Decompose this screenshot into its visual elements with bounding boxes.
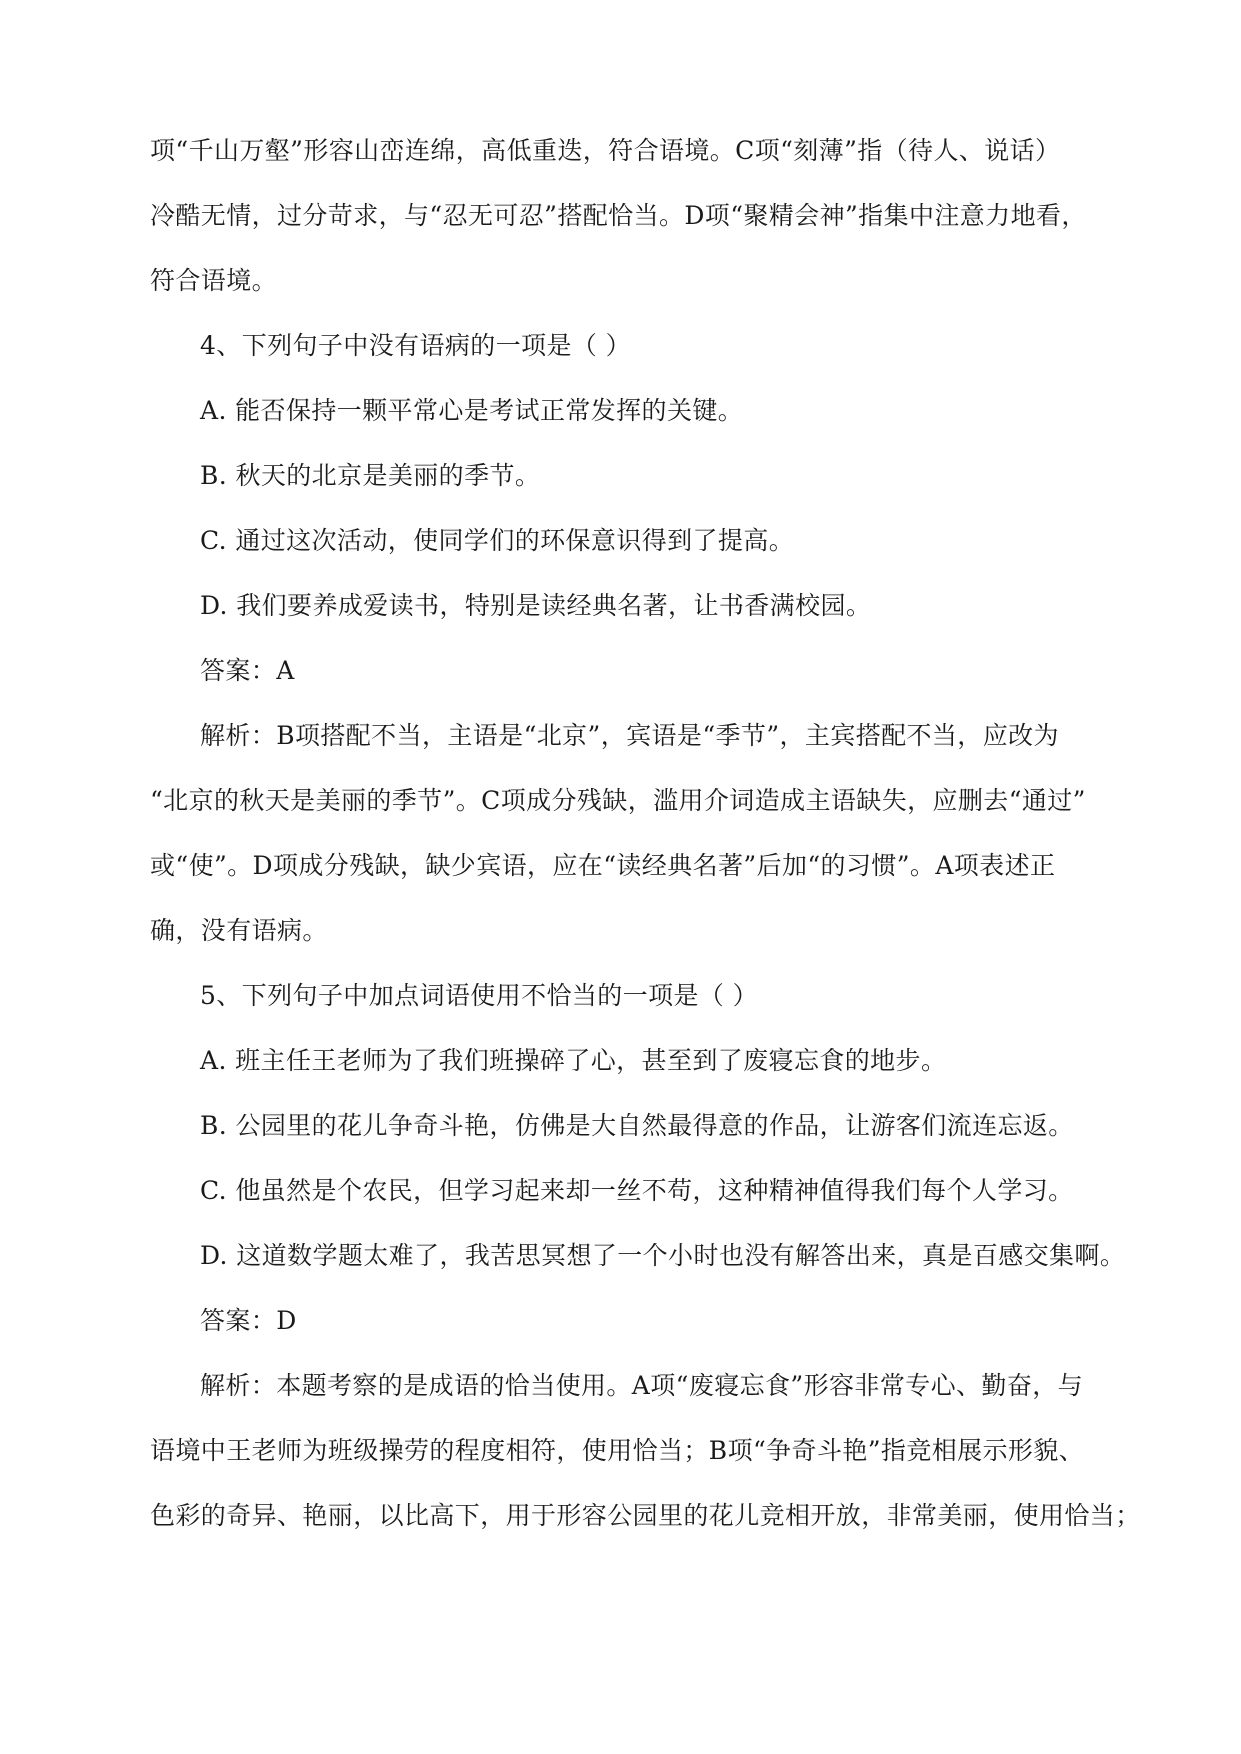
question-4-option-c: C. 通过这次活动，使同学们的环保意识得到了提高。	[200, 526, 795, 555]
question-4-option-d: D. 我们要养成爱读书，特别是读经典名著，让书香满校园。	[200, 591, 872, 620]
question-5-answer: 答案：D	[200, 1306, 297, 1335]
question-5-analysis: 色彩的奇异、艳丽，以比高下，用于形容公园里的花儿竞相开放，非常美丽，使用恰当；	[150, 1501, 1141, 1530]
question-4-answer: 答案：A	[200, 656, 295, 685]
question-4-analysis: 确，没有语病。	[150, 916, 328, 945]
question-4-analysis: 或“使”。D项成分残缺，缺少宾语，应在“读经典名著”后加“的习惯”。A项表述正	[150, 851, 1056, 880]
question-4-analysis: “北京的秋天是美丽的季节”。C项成分残缺，滥用介词造成主语缺失，应删去“通过”	[150, 786, 1086, 815]
question-5-option-d: D. 这道数学题太难了，我苦思冥想了一个小时也没有解答出来，真是百感交集啊。	[200, 1241, 1126, 1270]
paragraph-line: 项“千山万壑”形容山峦连绵，高低重迭，符合语境。C项“刻薄”指（待人、说话）	[150, 136, 1061, 165]
question-5-title: 5、下列句子中加点词语使用不恰当的一项是（ ）	[200, 981, 759, 1010]
question-5-option-a: A. 班主任王老师为了我们班操碎了心，甚至到了废寝忘食的地步。	[200, 1046, 947, 1075]
question-4-title: 4、下列句子中没有语病的一项是（ ）	[200, 331, 632, 360]
question-5-analysis: 解析：本题考察的是成语的恰当使用。A项“废寝忘食”形容非常专心、勤奋，与	[200, 1371, 1084, 1400]
question-4-analysis: 解析：B项搭配不当，主语是“北京”，宾语是“季节”，主宾搭配不当，应改为	[200, 721, 1059, 750]
question-5-analysis: 语境中王老师为班级操劳的程度相符，使用恰当；B项“争奇斗艳”指竞相展示形貌、	[150, 1436, 1085, 1465]
paragraph-line: 冷酷无情，过分苛求，与“忍无可忍”搭配恰当。D项“聚精会神”指集中注意力地看，	[150, 201, 1087, 230]
question-5-option-c: C. 他虽然是个农民，但学习起来却一丝不苟，这种精神值得我们每个人学习。	[200, 1176, 1074, 1205]
question-4-option-a: A. 能否保持一颗平常心是考试正常发挥的关键。	[200, 396, 744, 425]
paragraph-line: 符合语境。	[150, 266, 278, 295]
question-4-option-b: B. 秋天的北京是美丽的季节。	[200, 461, 541, 490]
question-5-option-b: B. 公园里的花儿争奇斗艳，仿佛是大自然最得意的作品，让游客们流连忘返。	[200, 1111, 1074, 1140]
